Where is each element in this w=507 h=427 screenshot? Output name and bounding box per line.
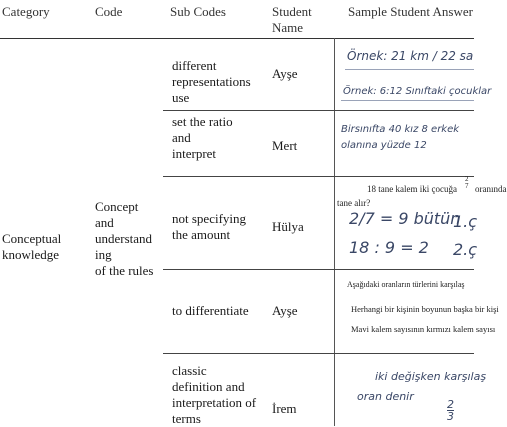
handwritten-answer: 1.ç: [453, 212, 478, 231]
row-separator: [163, 110, 474, 111]
row-separator: [163, 353, 474, 354]
header-sub-codes: Sub Codes: [170, 4, 226, 19]
header-student-name: Student Name: [272, 4, 312, 35]
row-separator: [163, 269, 474, 270]
handwritten-answer: Örnek: 6:12 Sınıftaki çocuklar: [343, 86, 492, 97]
handwritten-answer: 2/7 = 9 bütün: [349, 209, 461, 228]
question-fraction: 2 7: [465, 175, 469, 190]
handwritten-fraction: 2 3: [447, 398, 454, 423]
handwritten-answer: Örnek: 21 km / 22 sa: [347, 49, 474, 63]
printed-question: Mavi kalem sayısının kırmızı kalem sayısı: [351, 324, 496, 334]
handwritten-answer: 2.ç: [453, 240, 478, 259]
printed-question: tane alır?: [337, 198, 371, 208]
sample-answer-image: [335, 175, 507, 267]
printed-question: 18 tane kalem iki çocuğa: [367, 184, 457, 194]
lined-paper-rule: [341, 100, 474, 101]
student-name-cell: İrem: [272, 401, 297, 416]
student-name-cell: Hülya: [272, 219, 304, 234]
sub-code-cell: not specifying the amount: [172, 211, 247, 242]
sub-code-cell: different representations use: [172, 58, 251, 105]
header-rule: [0, 38, 474, 39]
student-name-cell: Ayşe: [272, 66, 298, 81]
category-cell: Conceptual knowledge: [2, 231, 62, 262]
sub-code-cell: set the ratio and interpret: [172, 114, 233, 161]
code-cell: Concept and understand ing of the rules: [95, 199, 154, 278]
handwritten-answer: 18 : 9 = 2: [349, 238, 429, 257]
sample-answer-image: [335, 355, 487, 426]
lined-paper-rule: [345, 69, 474, 70]
handwritten-answer: oran denir: [357, 390, 414, 403]
sub-code-cell: classic definition and interpretation of terms: [172, 363, 257, 426]
header-sample-answer: Sample Student Answer: [348, 4, 473, 19]
row-separator: [163, 176, 474, 177]
handwritten-answer: Birsınıfta 40 kız 8 erkek: [341, 124, 460, 135]
handwritten-answer: iki değişken karşılaş: [375, 370, 487, 383]
header-code: Code: [95, 4, 123, 19]
printed-question: Herhangi bir kişinin boyunun başka bir kişi: [351, 304, 499, 314]
header-category: Category: [2, 4, 50, 19]
handwritten-answer: olanına yüzde 12: [341, 140, 427, 151]
sub-code-cell: to differentiate: [172, 303, 249, 318]
student-name-cell: Ayşe: [272, 303, 298, 318]
sample-answer-image: [335, 271, 499, 351]
printed-question: Aşağıdaki oranların türlerini karşılaş: [347, 280, 465, 289]
sample-answer-image: [335, 40, 492, 108]
sample-answer-image: [335, 112, 474, 174]
student-name-cell: Mert: [272, 138, 298, 153]
printed-question: oranında: [475, 184, 507, 194]
